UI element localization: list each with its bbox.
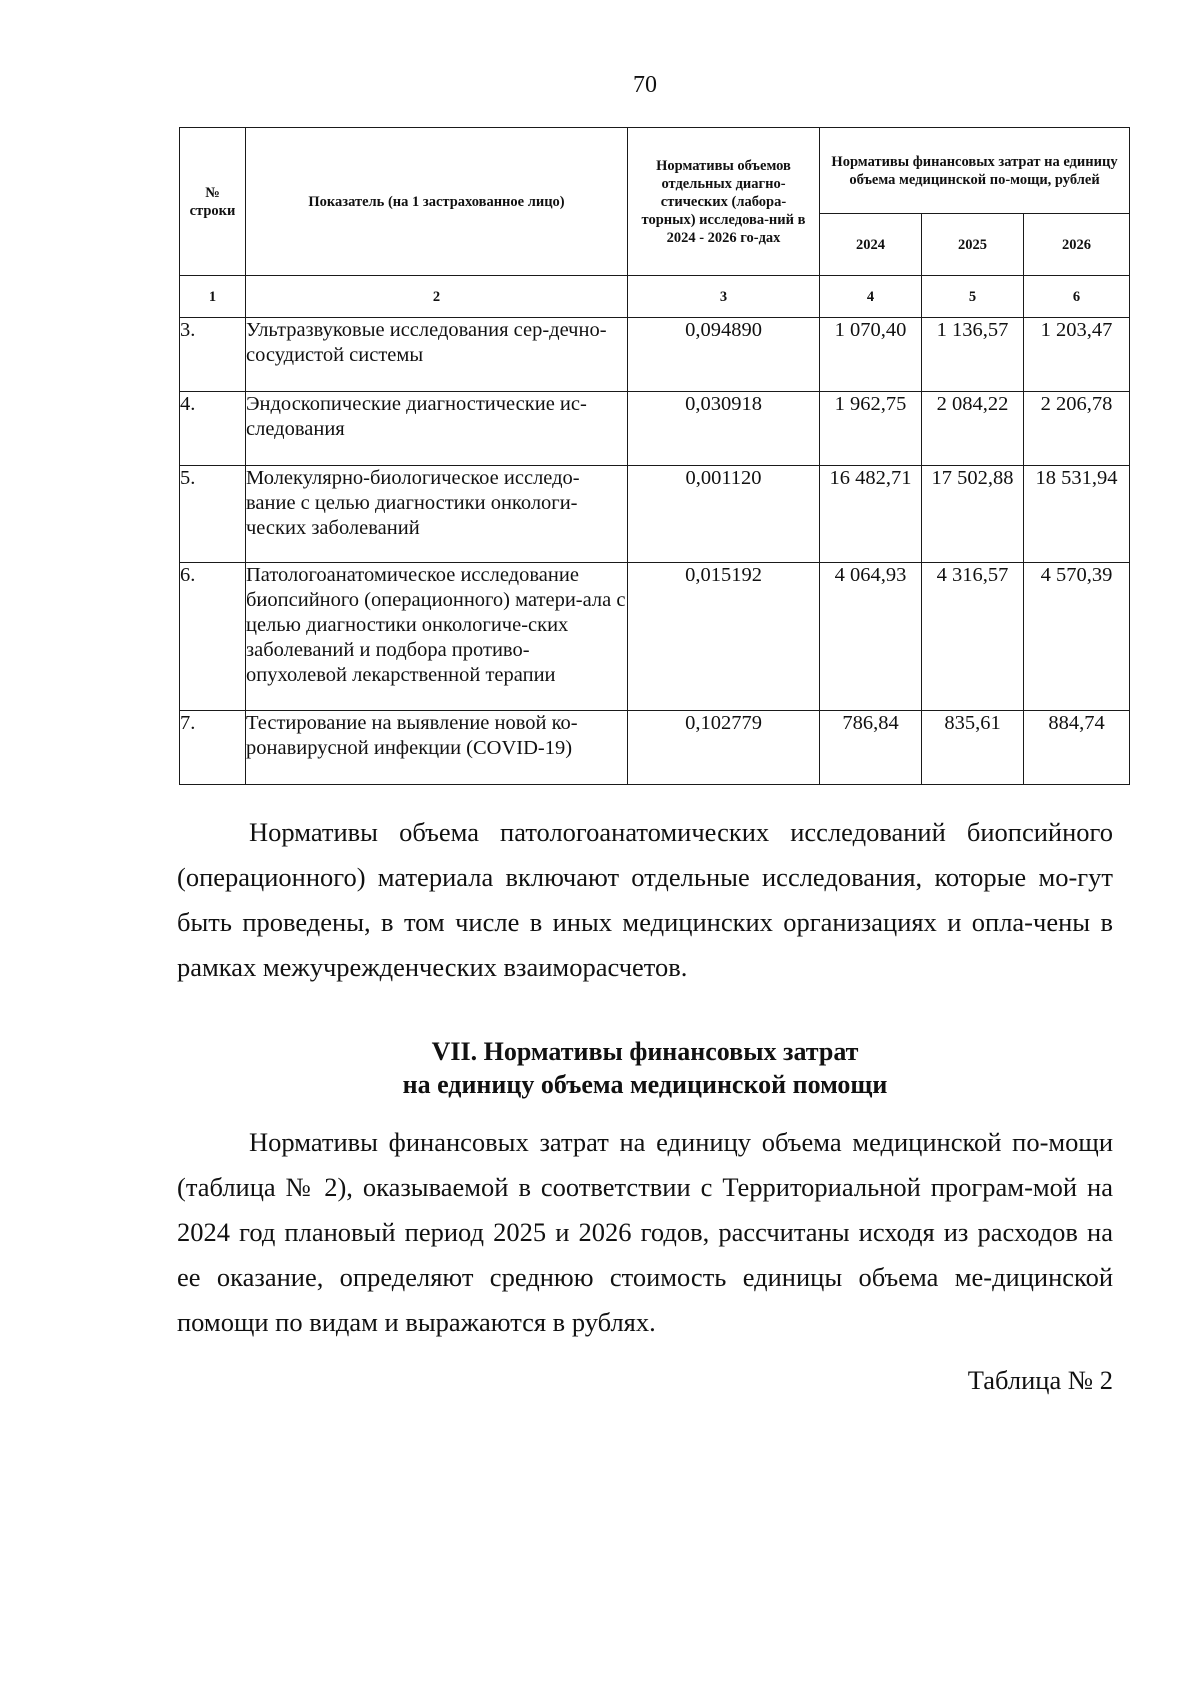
row-volume: 0,015192 (628, 563, 820, 711)
row-index: 7. (180, 711, 246, 785)
norms-table (179, 127, 1130, 785)
column-number: 4 (820, 276, 922, 318)
row-cost-2026: 1 203,47 (1024, 318, 1130, 392)
section-title-line1: VII. Нормативы финансовых затрат (431, 1037, 859, 1066)
table-column-numbers-row (180, 276, 1130, 318)
row-volume: 0,102779 (628, 711, 820, 785)
header-year-2026: 2026 (1024, 214, 1130, 276)
row-cost-2025: 1 136,57 (922, 318, 1024, 392)
table-row (180, 466, 1130, 563)
row-cost-2024: 4 064,93 (820, 563, 922, 711)
header-row-number: № строки (180, 128, 246, 276)
table-row (180, 711, 1130, 785)
section-title (0, 1035, 1200, 1101)
table-row (180, 392, 1130, 466)
header-indicator: Показатель (на 1 застрахованное лицо) (246, 128, 628, 276)
row-indicator: Ультразвуковые исследования сер-дечно-сосудистой системы (246, 318, 628, 392)
row-cost-2025: 17 502,88 (922, 466, 1024, 563)
row-index: 3. (180, 318, 246, 392)
row-cost-2026: 18 531,94 (1024, 466, 1130, 563)
row-cost-2024: 786,84 (820, 711, 922, 785)
row-indicator: Патологоанатомическое исследование биопсийного (операционного) матери-ала с целью диагностики онкологиче-ских заболеваний и подбора противо-опухолевой лекарственной терапии (246, 563, 628, 711)
section-title-line2: на единицу объема медицинской помощи (402, 1070, 888, 1099)
row-cost-2025: 835,61 (922, 711, 1024, 785)
header-volume-norms: Нормативы объемов отдельных диагно-стических (лабора-торных) исследова-ний в 2024 - 2026 го-дах (628, 128, 820, 276)
column-number: 6 (1024, 276, 1130, 318)
table-row (180, 563, 1130, 711)
paragraph-cost-norms: Нормативы финансовых затрат на единицу объема медицинской по-мощи (таблица № 2), оказываемой в соответствии с Территориальной програм-мой на 2024 год плановый период 2025 и 2026 годов, рассчитаны исходя из расходов на ее оказание, определяют среднюю стоимость единицы объема ме-дицинской помощи по видам и выражаются в рублях. (177, 1127, 1113, 1337)
row-cost-2025: 4 316,57 (922, 563, 1024, 711)
header-year-2025: 2025 (922, 214, 1024, 276)
row-volume: 0,030918 (628, 392, 820, 466)
column-number: 1 (180, 276, 246, 318)
row-index: 5. (180, 466, 246, 563)
row-cost-2024: 16 482,71 (820, 466, 922, 563)
row-index: 4. (180, 392, 246, 466)
row-cost-2024: 1 070,40 (820, 318, 922, 392)
row-cost-2026: 884,74 (1024, 711, 1130, 785)
row-cost-2024: 1 962,75 (820, 392, 922, 466)
table-row (180, 318, 1130, 392)
column-number: 5 (922, 276, 1024, 318)
row-indicator: Эндоскопические диагностические ис-следования (246, 392, 628, 466)
column-number: 2 (246, 276, 628, 318)
row-indicator: Молекулярно-биологическое исследо-вание с целью диагностики онкологи-ческих заболеваний (246, 466, 628, 563)
header-cost-norms: Нормативы финансовых затрат на единицу объема медицинской по-мощи, рублей (820, 128, 1130, 214)
row-volume: 0,094890 (628, 318, 820, 392)
table-header-row (180, 128, 1130, 214)
table-caption: Таблица № 2 (967, 1365, 1113, 1395)
page-number: 70 (633, 72, 657, 98)
row-index: 6. (180, 563, 246, 711)
paragraph-biopsy-norms: Нормативы объема патологоанатомических исследований биопсийного (операционного) материала включают отдельные исследования, которые мо-гут быть проведены, в том числе в иных медицинских организациях и опла-чены в рамках межучрежденческих взаиморасчетов. (177, 817, 1113, 982)
row-cost-2025: 2 084,22 (922, 392, 1024, 466)
row-cost-2026: 2 206,78 (1024, 392, 1130, 466)
row-indicator: Тестирование на выявление новой ко-ронавирусной инфекции (COVID-19) (246, 711, 628, 785)
row-cost-2026: 4 570,39 (1024, 563, 1130, 711)
row-volume: 0,001120 (628, 466, 820, 563)
column-number: 3 (628, 276, 820, 318)
header-year-2024: 2024 (820, 214, 922, 276)
